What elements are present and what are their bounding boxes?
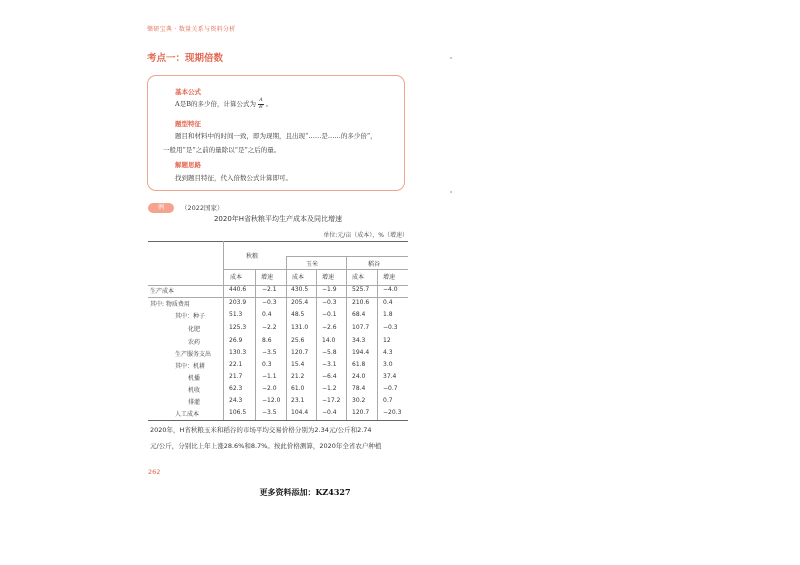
table-bottom-rule (148, 420, 408, 421)
sub-header: 增速 (261, 274, 274, 281)
table-vline (255, 269, 256, 420)
table-cell: 0.7 (383, 397, 393, 404)
table-cell: 26.9 (229, 337, 243, 344)
sub-header: 增速 (322, 274, 335, 281)
table-cell: 48.5 (291, 311, 305, 318)
table-cell: −2.6 (322, 324, 337, 331)
table-cell: 21.7 (229, 373, 243, 380)
row-label: 化肥 (188, 326, 201, 333)
example-badge: 例 (148, 203, 174, 213)
table-cell: −1.1 (262, 373, 277, 380)
table-cell: −6.4 (322, 373, 337, 380)
table-vline (316, 269, 317, 420)
edge-mark (450, 191, 452, 193)
table-cell: 194.4 (352, 349, 370, 356)
sub-header: 成本 (230, 274, 243, 281)
table-cell: −0.3 (322, 299, 337, 306)
table-cell: −5.8 (322, 349, 337, 356)
table-cell: 30.2 (352, 397, 366, 404)
approach-text: 找到题目特征，代入倍数公式计算即可。 (175, 174, 292, 182)
formula-label: 基本公式 (175, 88, 201, 96)
table-cell: 34.3 (352, 337, 366, 344)
table-cell: −2.0 (262, 385, 277, 392)
table-cell: −1.2 (322, 385, 337, 392)
table-cell: 4.3 (383, 349, 393, 356)
row-label: 其中：种子 (175, 313, 206, 320)
table-row-rule (148, 297, 408, 298)
table-cell: 104.4 (291, 409, 309, 416)
table-unit: 单位:元/亩（成本），%（增速） (323, 232, 408, 239)
table-cell: 125.3 (229, 324, 247, 331)
table-cell: −0.7 (383, 385, 398, 392)
table-cell: −12.0 (262, 397, 281, 404)
table-group-rule (286, 256, 408, 257)
table-cell: 14.0 (322, 337, 336, 344)
table-cell: 12 (383, 337, 391, 344)
table-title: 2020年H省秋粮平均生产成本及同比增速 (213, 215, 343, 223)
row-label: 农药 (188, 339, 201, 346)
table-cell: 203.9 (229, 299, 247, 306)
example-source: （2022国家） (181, 204, 224, 212)
row-label: 人工成本 (175, 411, 200, 418)
table-cell: 210.6 (352, 299, 370, 306)
sub-header: 成本 (352, 274, 365, 281)
table-cell: 0.4 (383, 299, 393, 306)
table-cell: 130.3 (229, 349, 247, 356)
group-header-qiuliang: 秋粮 (246, 253, 259, 260)
table-cell: 107.7 (352, 324, 370, 331)
table-cell: −0.3 (383, 324, 398, 331)
table-top-rule (148, 241, 408, 242)
table-cell: 61.0 (291, 385, 305, 392)
table-cell: 51.3 (229, 311, 243, 318)
table-cell: 24.3 (229, 397, 243, 404)
table-cell: 68.4 (352, 311, 366, 318)
table-vline (223, 241, 224, 420)
table-cell: 23.1 (291, 397, 305, 404)
formula-text: A是B的多少倍，计算公式为 $\frac{A}{B}$ 。 (175, 97, 273, 110)
paragraph-line-2: 元/公斤，分别比上年上涨28.6%和8.7%。按此价格测算，2020年全省农户种植 (150, 442, 382, 450)
table-cell: 430.5 (291, 286, 309, 293)
row-label: 机播 (188, 375, 201, 382)
features-label: 题型特征 (175, 120, 201, 128)
table-cell: 106.5 (229, 409, 247, 416)
table-vline (286, 256, 287, 420)
page-number: 262 (148, 468, 161, 476)
group-header-corn: 玉米 (306, 261, 319, 268)
table-cell: 8.6 (262, 337, 272, 344)
table-cell: −2.1 (262, 286, 277, 293)
features-line-2: 一般用“是”之前的量除以“是”之后的量。 (163, 146, 281, 154)
group-header-rice: 稻谷 (368, 261, 381, 268)
table-cell: 525.7 (352, 286, 370, 293)
table-cell: 3.0 (383, 361, 393, 368)
table-cell: 0.3 (262, 361, 272, 368)
table-cell: −3.5 (262, 409, 277, 416)
table-vline (346, 256, 347, 420)
row-label: 机收 (188, 387, 201, 394)
table-vline (377, 269, 378, 420)
footer-note: 更多资料添加：KZ4327 (259, 487, 351, 497)
running-header: 樂研宝典 · 数量关系与资料分析 (147, 26, 236, 33)
table-cell: −0.3 (262, 299, 277, 306)
row-label: 生产成本 (150, 288, 175, 295)
table-cell: −3.5 (262, 349, 277, 356)
table-cell: −0.1 (322, 311, 337, 318)
table-cell: 1.8 (383, 311, 393, 318)
table-cell: 25.6 (291, 337, 305, 344)
table-cell: 61.8 (352, 361, 366, 368)
sub-header: 增速 (383, 274, 396, 281)
table-cell: 0.4 (262, 311, 272, 318)
table-cell: 22.1 (229, 361, 243, 368)
features-line-1: 题目和材料中的时间一致，即为现期，且出现“……是……的多少倍”， (175, 132, 377, 140)
row-label: 其中：机耕 (175, 363, 206, 370)
table-cell: −2.2 (262, 324, 277, 331)
table-cell: 62.3 (229, 385, 243, 392)
table-cell: 24.0 (352, 373, 366, 380)
table-cell: −4.0 (383, 286, 398, 293)
table-cell: 15.4 (291, 361, 305, 368)
table-cell: −1.9 (322, 286, 337, 293)
table-cell: −17.2 (322, 397, 341, 404)
table-cell: 21.2 (291, 373, 305, 380)
table-cell: −20.3 (383, 409, 402, 416)
table-cell: 120.7 (352, 409, 370, 416)
formula-fraction: $\frac{A}{B}$ (259, 97, 263, 110)
table-cell: −0.4 (322, 409, 337, 416)
table-cell: 131.0 (291, 324, 309, 331)
table-cell: 37.4 (383, 373, 397, 380)
section-title: 考点一：现期倍数 (147, 53, 224, 64)
table-cell: 440.6 (229, 286, 247, 293)
paragraph-line-1: 2020年，H省秋粮玉米和稻谷的市场平均交易价格分别为2.34元/公斤和2.74 (150, 426, 372, 434)
row-label: 生产服务支出 (175, 351, 212, 358)
table-cell: 78.4 (352, 385, 366, 392)
approach-label: 解题思路 (175, 161, 201, 169)
row-label: 其中: 物质费用 (150, 301, 190, 308)
edge-mark (450, 57, 452, 59)
table-cell: −3.1 (322, 361, 337, 368)
table-cell: 120.7 (291, 349, 309, 356)
row-label: 排灌 (188, 399, 201, 406)
table-cell: 205.4 (291, 299, 309, 306)
sub-header: 成本 (292, 274, 305, 281)
